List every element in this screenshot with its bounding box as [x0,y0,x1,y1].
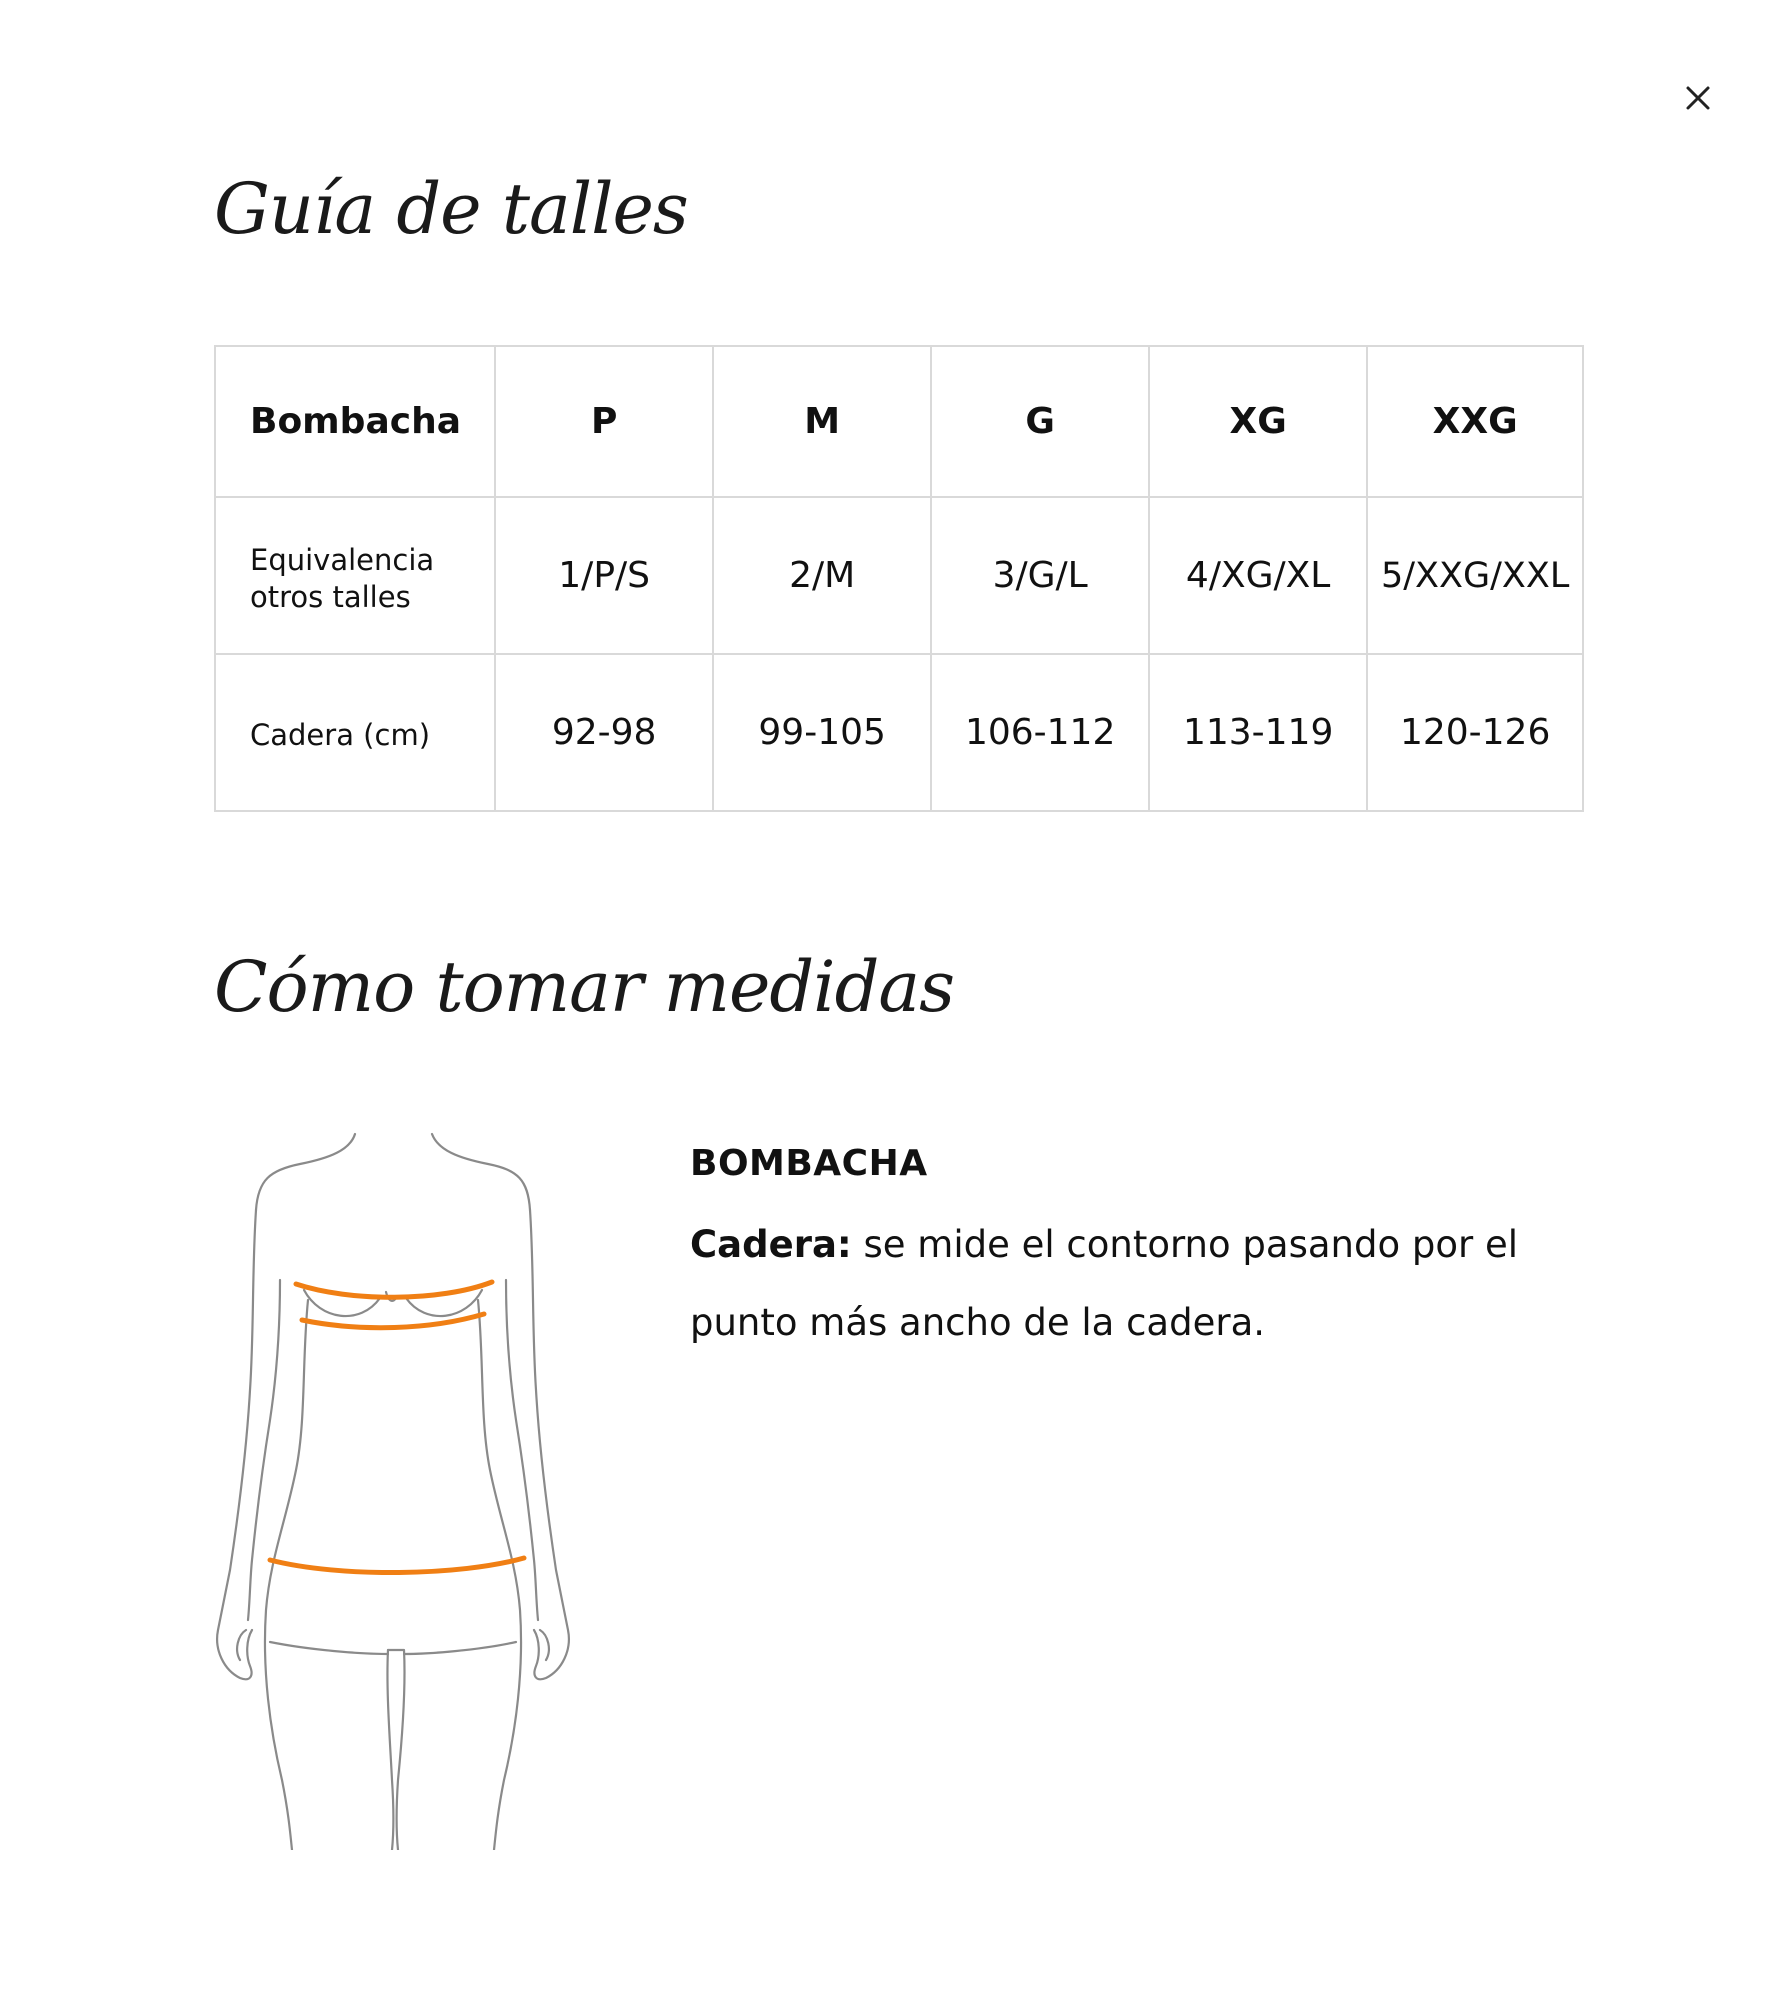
table-row-label: Equivalencia otros talles [215,497,495,654]
table-cell: 1/P/S [495,497,713,654]
size-table-header-row [215,346,1583,497]
table-cell: 92-98 [495,654,713,811]
table-cell: 99-105 [713,654,931,811]
measure-text: se mide el contorno pasando por el punto más ancho de la cadera. [690,1223,1518,1344]
close-button[interactable] [1678,78,1718,118]
measure-term: Cadera: [690,1223,852,1266]
garment-heading: BOMBACHA [690,1143,928,1184]
table-row-label: Cadera (cm) [215,654,495,811]
measure-instruction [690,1206,1610,1362]
body-silhouette-illustration [210,1130,590,1850]
table-cell: 5/XXG/XXL [1367,497,1583,654]
how-to-measure-title: Cómo tomar medidas [214,946,955,1028]
size-table [214,345,1584,812]
table-header-cell: G [931,346,1149,497]
table-header-cell: XG [1149,346,1367,497]
table-cell: 4/XG/XL [1149,497,1367,654]
table-header-cell: M [713,346,931,497]
table-row [215,497,1583,654]
size-guide-title: Guía de talles [214,168,688,250]
measure-description [690,1143,1610,1362]
close-icon [1678,78,1718,118]
table-cell: 106-112 [931,654,1149,811]
table-row [215,654,1583,811]
table-cell: 2/M [713,497,931,654]
table-header-cell: P [495,346,713,497]
table-header-cell: XXG [1367,346,1583,497]
table-cell: 120-126 [1367,654,1583,811]
table-cell: 3/G/L [931,497,1149,654]
table-cell: 113-119 [1149,654,1367,811]
table-header-cell: Bombacha [215,346,495,497]
